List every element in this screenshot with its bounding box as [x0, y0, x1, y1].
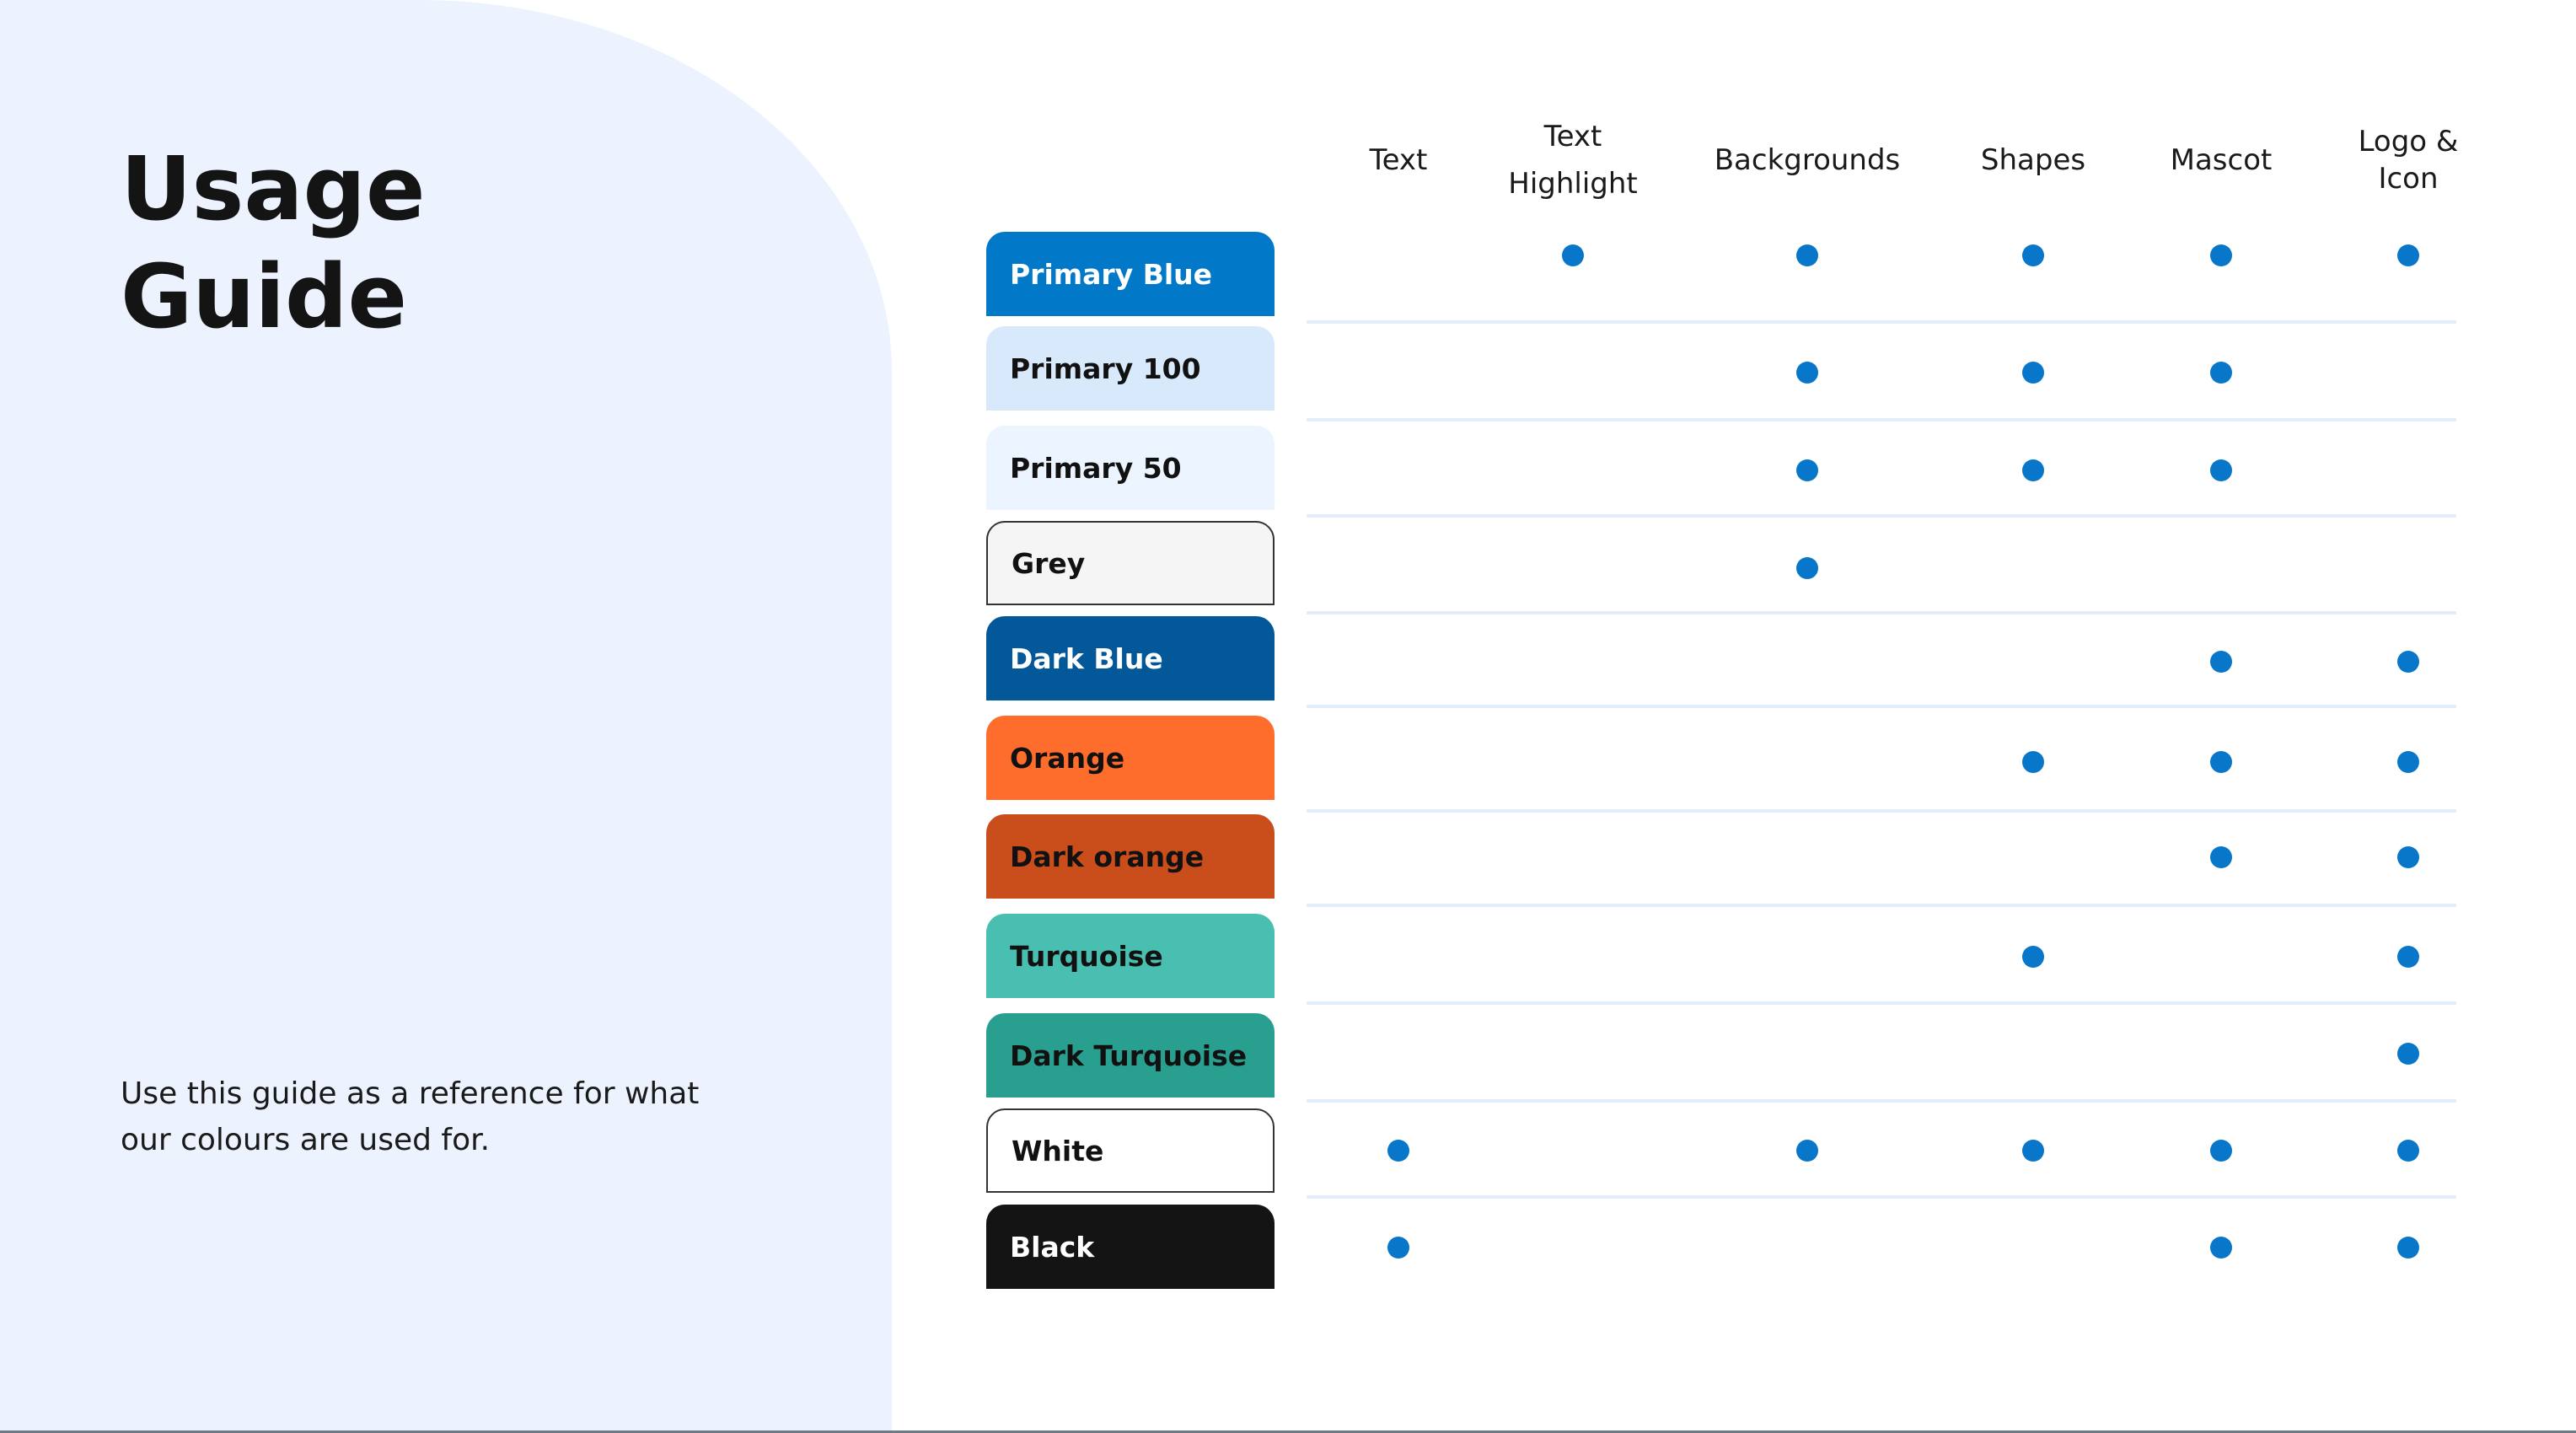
usage-dot-orange-logo-icon: [2397, 751, 2419, 773]
column-header-line: Text: [1369, 143, 1428, 177]
usage-dot-white-shapes: [2022, 1140, 2044, 1162]
intro-line-2: our colours are used for.: [121, 1123, 491, 1157]
page-title: [121, 135, 426, 351]
swatch-primary-50: [986, 426, 1275, 510]
swatch-grey: [986, 521, 1275, 605]
usage-dot-primary-100-mascot: [2210, 362, 2232, 384]
usage-dot-white-backgrounds: [1796, 1140, 1818, 1162]
intro-text: [121, 1071, 727, 1163]
usage-dot-primary-100-shapes: [2022, 362, 2044, 384]
usage-dot-white-logo-icon: [2397, 1140, 2419, 1162]
usage-dot-primary-blue-logo-icon: [2397, 244, 2419, 266]
page-title-line-2: Guide: [121, 245, 408, 348]
usage-dot-turquoise-shapes: [2022, 946, 2044, 968]
usage-dot-primary-50-shapes: [2022, 459, 2044, 481]
usage-dot-primary-blue-text-highlight: [1562, 244, 1584, 266]
swatch-label: Primary Blue: [1010, 257, 1213, 291]
swatch-label: Grey: [1012, 546, 1086, 580]
column-header-line: Logo &: [2358, 125, 2459, 158]
usage-dot-primary-100-backgrounds: [1796, 362, 1818, 384]
swatch-primary-blue: [986, 232, 1275, 316]
column-header-text-highlight: [1480, 110, 1666, 211]
row-divider: [1307, 1099, 2456, 1103]
swatch-label: Turquoise: [1010, 939, 1163, 973]
usage-dot-dark-blue-logo-icon: [2397, 651, 2419, 673]
usage-dot-black-logo-icon: [2397, 1237, 2419, 1259]
swatch-label: White: [1012, 1134, 1104, 1167]
usage-dot-primary-blue-backgrounds: [1796, 244, 1818, 266]
usage-dot-dark-turquoise-logo-icon: [2397, 1043, 2419, 1065]
column-header-line: Backgrounds: [1714, 143, 1901, 177]
page-title-line-1: Usage: [121, 137, 426, 240]
usage-dot-grey-backgrounds: [1796, 557, 1818, 579]
row-divider: [1307, 904, 2456, 907]
column-header-line: Text: [1543, 120, 1602, 153]
column-header-backgrounds: [1715, 110, 1900, 211]
column-header-logo-icon: [2316, 110, 2501, 211]
usage-dot-black-mascot: [2210, 1237, 2232, 1259]
swatch-black: [986, 1205, 1275, 1289]
swatch-dark-orange: [986, 814, 1275, 899]
swatch-label: Black: [1010, 1230, 1095, 1264]
usage-dot-primary-blue-shapes: [2022, 244, 2044, 266]
usage-dot-primary-50-backgrounds: [1796, 459, 1818, 481]
row-divider: [1307, 1195, 2456, 1199]
row-divider: [1307, 705, 2456, 708]
column-header-line: Icon: [2378, 162, 2439, 196]
column-header-mascot: [2128, 110, 2314, 211]
swatch-label: Orange: [1010, 741, 1125, 775]
usage-dot-turquoise-logo-icon: [2397, 946, 2419, 968]
usage-dot-dark-orange-logo-icon: [2397, 846, 2419, 868]
usage-dot-white-mascot: [2210, 1140, 2232, 1162]
intro-line-1: Use this guide as a reference for what: [121, 1076, 700, 1111]
usage-dot-dark-orange-mascot: [2210, 846, 2232, 868]
usage-dot-white-text: [1387, 1140, 1409, 1162]
row-divider: [1307, 611, 2456, 615]
usage-dot-primary-50-mascot: [2210, 459, 2232, 481]
row-divider: [1307, 1001, 2456, 1005]
swatch-white: [986, 1108, 1275, 1193]
usage-dot-black-text: [1387, 1237, 1409, 1259]
usage-dot-dark-blue-mascot: [2210, 651, 2232, 673]
swatch-primary-100: [986, 326, 1275, 411]
column-header-line: Shapes: [1980, 143, 2086, 177]
column-header-text: [1306, 110, 1491, 211]
usage-dot-primary-blue-mascot: [2210, 244, 2232, 266]
swatch-dark-turquoise: [986, 1013, 1275, 1098]
row-divider: [1307, 809, 2456, 813]
swatch-label: Dark Turquoise: [1010, 1039, 1248, 1072]
column-header-line: Highlight: [1508, 167, 1638, 201]
row-divider: [1307, 320, 2456, 324]
swatch-label: Dark orange: [1010, 840, 1205, 873]
swatch-turquoise: [986, 914, 1275, 998]
row-divider: [1307, 418, 2456, 421]
row-divider: [1307, 514, 2456, 518]
swatch-label: Primary 100: [1010, 352, 1201, 385]
column-header-shapes: [1940, 110, 2126, 211]
swatch-orange: [986, 716, 1275, 800]
swatch-label: Dark Blue: [1010, 641, 1163, 675]
usage-dot-orange-shapes: [2022, 751, 2044, 773]
swatch-dark-blue: [986, 616, 1275, 700]
usage-dot-orange-mascot: [2210, 751, 2232, 773]
column-header-line: Mascot: [2170, 143, 2273, 177]
swatch-label: Primary 50: [1010, 451, 1182, 485]
